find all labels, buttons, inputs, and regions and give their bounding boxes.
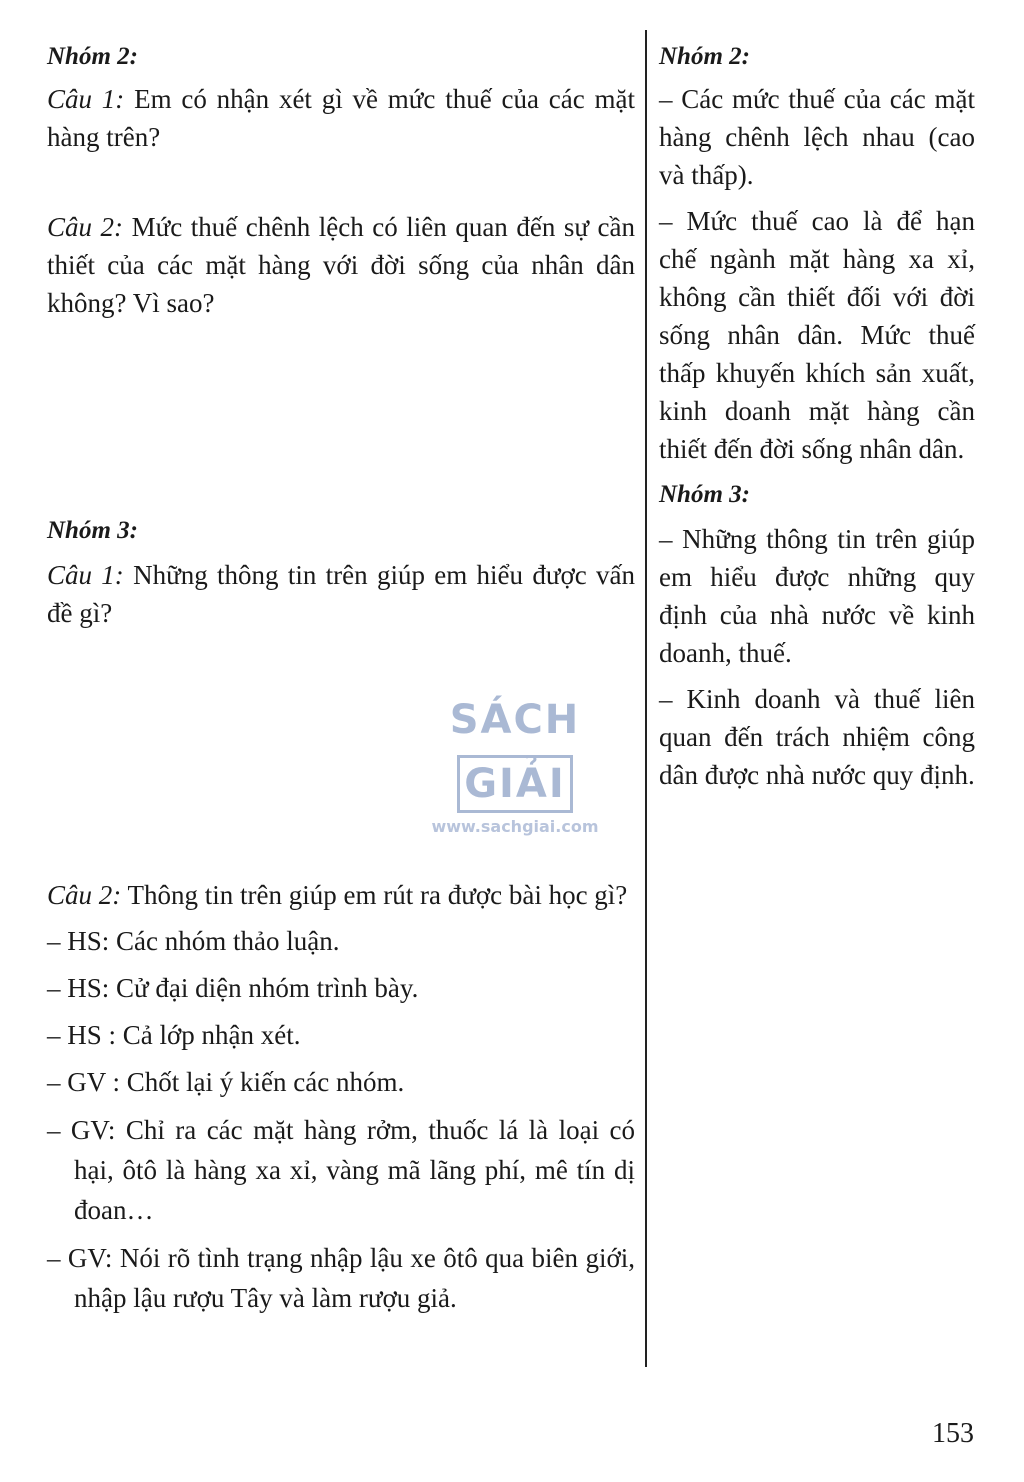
question-text: Thông tin trên giúp em rút ra được bài học gì? — [127, 880, 628, 910]
column-divider — [645, 30, 647, 1367]
watermark-logo — [400, 688, 630, 816]
activity-item: – HS: Các nhóm thảo luận. — [47, 926, 340, 956]
watermark-url: www.sachgiai.com — [431, 817, 599, 836]
question-label: Câu 1: — [47, 560, 124, 590]
group-3-question-2 — [47, 876, 635, 914]
question-label: Câu 2: — [47, 880, 122, 910]
group-2-question-1 — [47, 80, 635, 156]
group-3-answer-1: – Những thông tin trên giúp em hiểu được những quy định của nhà nước về kinh doanh, thuế. — [659, 524, 975, 668]
activity-item: – GV: Nói rõ tình trạng nhập lậu xe ôtô qua biên giới, nhập lậu rượu Tây và làm rượu giả. — [47, 1243, 635, 1313]
group-2-question-2 — [47, 208, 635, 322]
group-3-question-1 — [47, 556, 635, 632]
group-3-heading-right: Nhóm 3: — [659, 481, 750, 508]
question-label: Câu 1: — [47, 84, 125, 114]
group-2-answer-2: – Mức thuế cao là để hạn chế ngành mặt hàng xa xỉ, không cần thiết đối với đời sống nhân dân. Mức thuế thấp khuyến khích sản xuất, kinh doanh mặt hàng cần thiết đến đời sống nhân dân. — [659, 206, 975, 464]
watermark-brand-part1: SÁCH — [449, 697, 581, 743]
question-label: Câu 2: — [47, 212, 124, 242]
group-2-heading-left: Nhóm 2: — [47, 43, 138, 70]
right-column — [659, 38, 975, 794]
question-text: Em có nhận xét gì về mức thuế của các mặt hàng trên? — [47, 84, 635, 152]
group-2-answer-1: – Các mức thuế của các mặt hàng chênh lệch nhau (cao và thấp). — [659, 84, 975, 190]
group-3-heading-left: Nhóm 3: — [47, 517, 138, 544]
page-number: 153 — [932, 1418, 974, 1449]
activity-item: – HS: Cử đại diện nhóm trình bày. — [47, 973, 419, 1003]
left-column — [47, 38, 635, 1318]
question-text: Mức thuế chênh lệch có liên quan đến sự cần thiết của các mặt hàng với đời sống của nhân dân không? Vì sao? — [47, 212, 636, 318]
sachgiai-watermark — [400, 688, 630, 836]
activity-item: – GV: Chỉ ra các mặt hàng rởm, thuốc lá là loại có hại, ôtô là hàng xa xỉ, vàng mã lãng phí, mê tín dị đoan… — [47, 1115, 635, 1225]
group-2-heading-right: Nhóm 2: — [659, 43, 750, 70]
group-3-answer-2: – Kinh doanh và thuế liên quan đến trách nhiệm công dân được nhà nước quy định. — [659, 684, 975, 790]
question-text: Những thông tin trên giúp em hiểu được vấn đề gì? — [47, 560, 636, 628]
activity-item: – HS : Cả lớp nhận xét. — [47, 1020, 301, 1050]
watermark-brand-part2: GIẢI — [457, 755, 573, 813]
activity-item: – GV : Chốt lại ý kiến các nhóm. — [47, 1067, 405, 1097]
